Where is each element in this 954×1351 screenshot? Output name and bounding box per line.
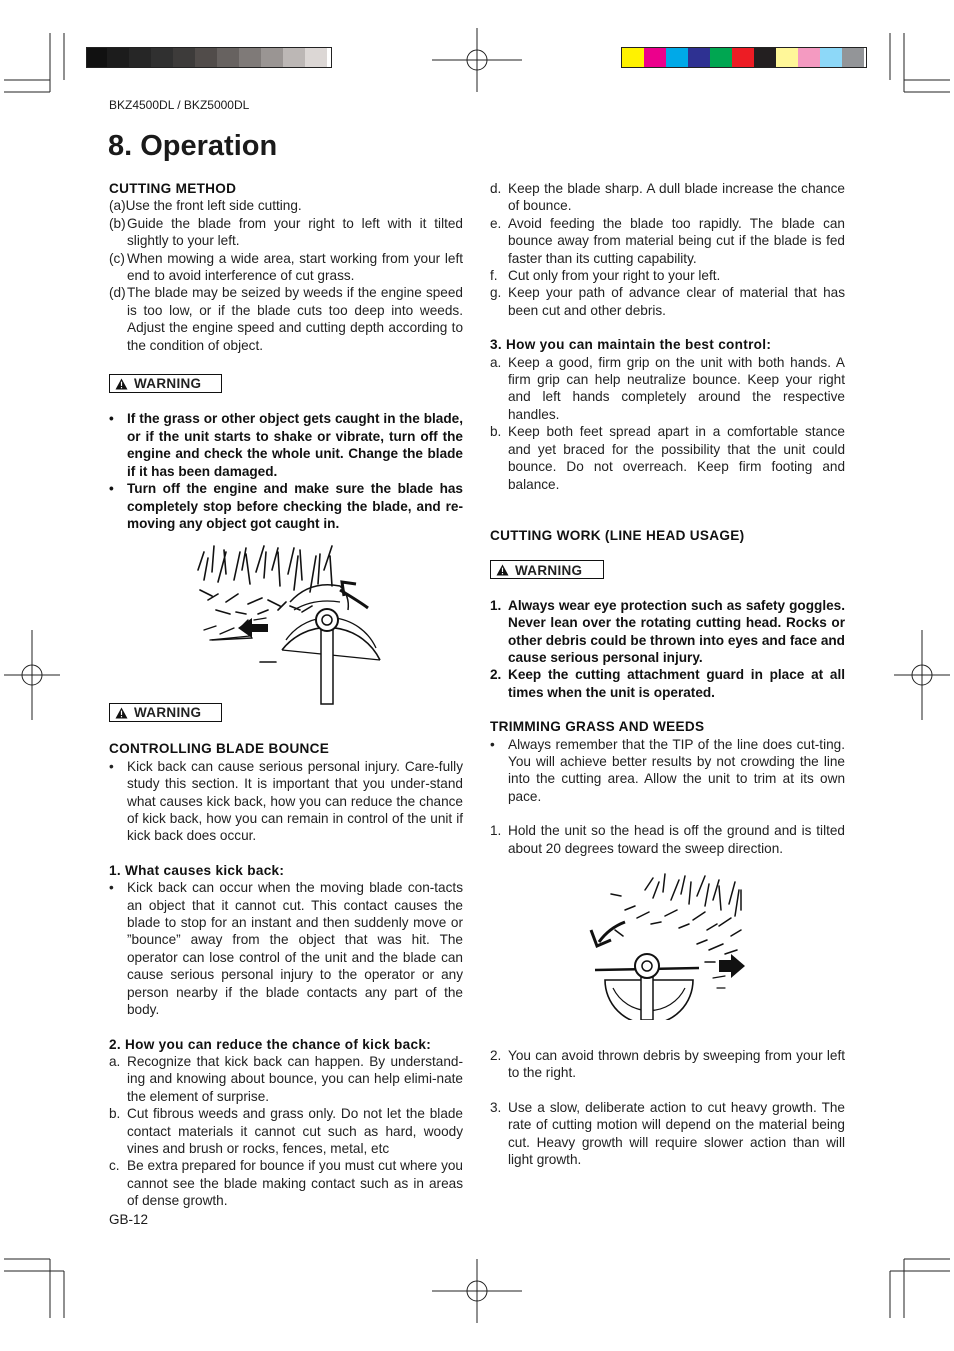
section-heading: 3. How you can maintain the best control: [490,337,772,353]
warning-triangle-icon [115,378,128,390]
list-item: 2. You can avoid thrown debris by sweeping from your left to the right. [490,1048,845,1081]
list-item: a. Keep a good, firm grip on the unit with both hands. A firm grip can help neutralize bounce. Keep your right and left hands completely around the respective handles. [490,354,845,422]
list-item: b. Cut fibrous weeds and grass only. Do not let the blade contact materials it cannot cut such as hard, woody vines and brush or rocks, fences, metal, etc [109,1106,463,1156]
list-item: b. Keep both feet spread apart in a comfortable stance and yet braced for the possibility that the unit could bounce. Do not overreach. Keep firm footing and balance. [490,424,845,492]
list-item: c. Be extra prepared for bounce if you must cut where you cannot see the blade making contact such as in areas of dense growth. [109,1158,463,1209]
color-bar [621,47,867,68]
list-item: (d) The blade may be seized by weeds if the engine speed is too low, or if the blade cuts too deep into weeds. Adjust the engine speed and cutting depth according to the condition of object. [109,285,463,353]
color-swatch [776,48,798,67]
color-swatch [820,48,842,67]
gray-swatch [261,48,283,67]
section-heading: CUTTING WORK (LINE HEAD USAGE) [490,527,745,543]
list-item: (c) When mowing a wide area, start working from your left end to avoid interference of cut grass. [109,250,463,284]
list-item: f. Cut only from your right to your left. [490,268,721,284]
warning-bullet: • Turn off the engine and make sure the blade has completely stop before checking the blade, and re-moving any object got caught in. [109,481,463,531]
gray-swatch [87,48,107,67]
warning-item: 1. Always wear eye protection such as safety goggles. Never lean over the rotating cutting head. Rocks or other debris could be thrown into eyes and face and cause serious personal injury. [490,597,845,665]
section-heading: 2. How you can reduce the chance of kick back: [109,1036,432,1052]
warning-label: WARNING [109,374,222,393]
gray-swatch [305,48,327,67]
warning-triangle-icon [496,564,509,576]
list-item: e. Avoid feeding the blade too rapidly. The blade can bounce away from material being cut if the blade is fed faster than its cutting capability. [490,215,845,266]
color-swatch [710,48,732,67]
warning-item: 2. Keep the cutting attachment guard in place at all times when the unit is operated. [490,667,845,700]
color-swatch [644,48,666,67]
left-column-lower [109,703,463,1210]
section-heading: TRIMMING GRASS AND WEEDS [490,719,705,735]
gray-swatch [129,48,151,67]
gray-swatch [283,48,305,67]
color-swatch [732,48,754,67]
color-swatch [754,48,776,67]
section-heading: CUTTING METHOD [109,181,237,196]
gray-swatch [195,48,217,67]
gray-swatch [239,48,261,67]
color-swatch [842,48,864,67]
list-item: d. Keep the blade sharp. A dull blade increase the chance of bounce. [490,181,845,214]
gray-swatch [217,48,239,67]
warning-label: WARNING [490,560,604,579]
list-item: (b) Guide the blade from your right to left with it tilted slightly to your left. [109,215,463,249]
page-number: GB-12 [109,1212,149,1227]
left-column [109,180,463,532]
color-swatch [798,48,820,67]
gray-swatch [151,48,173,67]
page-title: 8. Operation [108,130,278,162]
right-column-lower [490,1047,845,1168]
list-item: a. Recognize that kick back can happen. By understand-ing and knowing about bounce, you can help elimi-nate the element of surprise. [109,1053,463,1104]
blade-cutting-illustration [190,540,385,705]
line-head-trimming-illustration [585,870,750,1020]
gray-swatch [107,48,129,67]
list-item: g. Keep your path of advance clear of material that has been cut and other debris. [490,285,845,318]
color-swatch [666,48,688,67]
warning-bullet: • If the grass or other object gets caught in the blade, or if the unit starts to shake or vibrate, turn off the engine and check the whole unit. Change the blade if it has been damaged. [109,411,463,479]
grayscale-bar [86,47,332,68]
list-item: 1. Hold the unit so the head is off the ground and is tilted about 20 degrees toward the sweep direction. [490,823,845,856]
right-column [490,180,845,857]
list-item: • Kick back can occur when the moving blade con-tacts an object that it cannot cut. This contact causes the blade to stop for an instant and then suddenly move or ”bounce” away from the object that was hit. The operator can lose control of the unit and the blade can cause serious personal injury to the operator or any person nearby if the blade contacts any part of the body. [109,880,463,1018]
list-item: • Always remember that the TIP of the line does cut-ting. You will achieve better results by not crowding the line into the cutting area. Allow the unit to trim at its own pace. [490,736,845,804]
list-item: • Kick back can cause serious personal injury. Care-fully study this section. It is important that you under-stand what causes kick back, how you can reduce the chance of kick back, how you can remain in control of the unit if kick back does occur. [109,758,463,844]
paragraph: (a)Use the front left side cutting. [109,198,302,214]
section-heading: CONTROLLING BLADE BOUNCE [109,741,330,757]
color-swatch [622,48,644,67]
section-heading: 1. What causes kick back: [109,862,285,878]
model-number: BKZ4500DL / BKZ5000DL [109,98,250,112]
list-item: 3. Use a slow, deliberate action to cut heavy growth. The rate of cutting motion will depend on the material being cut. Heavy growth will require slower action than will light growth. [490,1099,845,1168]
color-swatch [688,48,710,67]
warning-triangle-icon [115,707,128,719]
gray-swatch [173,48,195,67]
warning-label: WARNING [109,703,222,722]
